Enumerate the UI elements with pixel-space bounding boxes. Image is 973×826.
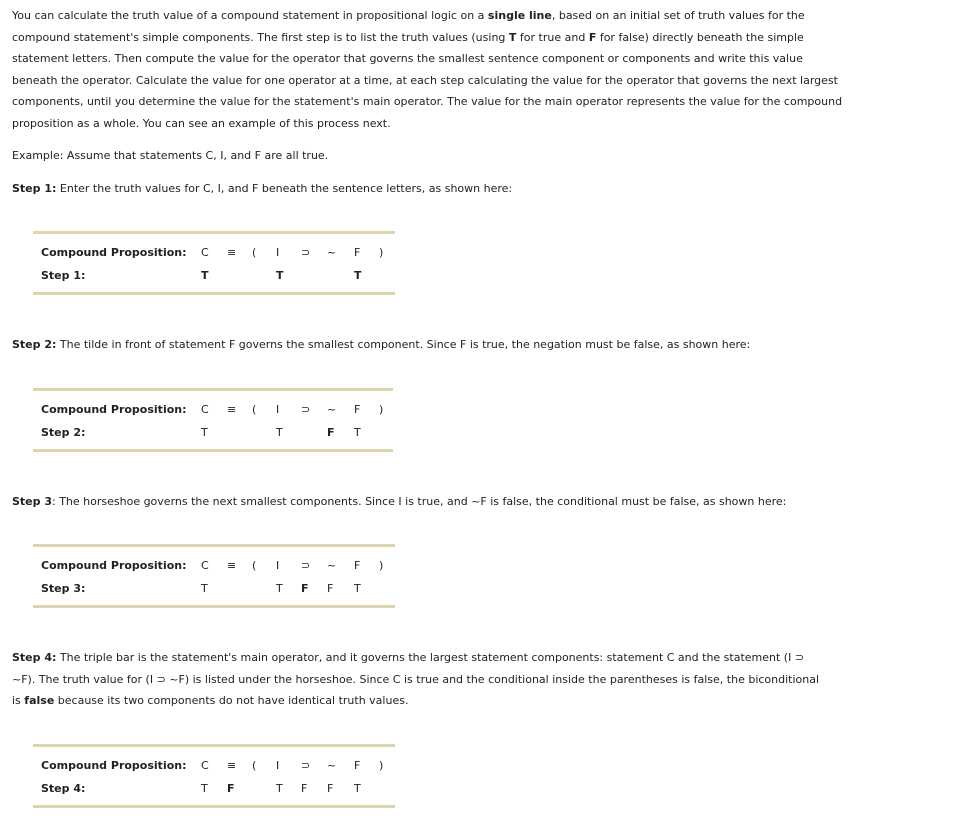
symbol-tilde: ~ [327,759,337,772]
symbol-i: I [276,759,280,772]
step-label: Step 2: [41,426,86,439]
symbol-horseshoe: ⊃ [301,759,311,772]
compound-proposition-label: Compound Proposition: [41,559,187,572]
symbol-f: F [354,759,361,772]
symbol-triple-bar: ≡ [227,759,237,772]
symbol-open-paren: ( [252,403,257,416]
step-2-text: The tilde in front of statement F governs the smallest component. Since F is true, the negation must be false, as shown here: [56,338,751,351]
symbol-close-paren: ) [379,403,384,416]
compound-proposition-label: Compound Proposition: [41,403,187,416]
symbol-c: C [201,559,209,572]
intro-paragraph [12,5,847,135]
symbol-horseshoe: ⊃ [301,559,311,572]
compound-proposition-label: Compound Proposition: [41,246,187,259]
step-3-table [33,544,395,608]
truth-value-tilde: F [327,426,335,439]
step-3-heading: Step 3 [12,495,52,508]
symbol-c: C [201,759,209,772]
symbol-horseshoe: ⊃ [301,246,311,259]
truth-value-f: T [354,426,361,439]
symbol-open-paren: ( [252,246,257,259]
truth-value-c: T [201,782,208,795]
step-2-paragraph [12,334,750,356]
truth-value-tilde: F [327,582,334,595]
step-1-heading: Step 1: [12,182,57,195]
symbol-tilde: ~ [327,559,337,572]
step-label: Step 4: [41,782,86,795]
truth-value-f: T [354,269,362,282]
step-4-paragraph [12,647,827,712]
intro-bold-t: T [508,30,517,44]
step-label: Step 1: [41,269,86,282]
truth-value-triple-bar: F [227,782,235,795]
truth-value-horseshoe: F [301,782,308,795]
symbol-f: F [354,559,361,572]
symbol-triple-bar: ≡ [227,403,237,416]
compound-proposition-label: Compound Proposition: [41,759,187,772]
step-1-paragraph [12,178,512,200]
symbol-c: C [201,246,209,259]
truth-value-f: T [354,782,361,795]
step-2-heading: Step 2: [12,338,57,351]
symbol-f: F [354,246,361,259]
intro-text-4: for false) directly beneath the simple statement letters. Then compute the value for the operator that governs the smallest sentence component or components and write this value beneath the operator. Calculate the value for one operator at a time, at each step calculating the value for the operator that governs the next largest components, until you determine the value for the statement's main operator. The value for the main operator represents the value for the compound proposition as a whole. You can see an example of this process next. [12,30,843,130]
symbol-open-paren: ( [252,759,257,772]
step-3-text: : The horseshoe governs the next smallest components. Since I is true, and ~F is false, the conditional must be false, as shown here: [52,495,787,508]
intro-text-1: You can calculate the truth value of a compound statement in propositional logic on a [12,9,488,22]
symbol-open-paren: ( [252,559,257,572]
symbol-close-paren: ) [379,559,384,572]
intro-text-3: for true and [516,30,589,44]
symbol-close-paren: ) [379,246,384,259]
symbol-i: I [276,559,280,572]
intro-bold-single-line: single line [487,9,552,22]
step-1-text: Enter the truth values for C, I, and F beneath the sentence letters, as shown here: [56,182,513,195]
symbol-i: I [276,246,280,259]
step-4-text-a: The triple bar is the statement's main operator, and it governs the largest statement components: statement C and the statement (I ⊃ ~F). The truth value for (I ⊃ ~F) is listed under the horseshoe. Since C is true and the conditional inside the parentheses is false, the biconditional is [12,651,820,708]
symbol-tilde: ~ [327,246,337,259]
symbol-horseshoe: ⊃ [301,403,311,416]
step-1-table [33,231,395,295]
symbol-triple-bar: ≡ [227,246,237,259]
step-label: Step 3: [41,582,86,595]
truth-value-c: T [201,269,209,282]
symbol-tilde: ~ [327,403,337,416]
step-4-table [33,744,395,808]
symbol-i: I [276,403,280,416]
step-4-bold-false: false [24,694,55,708]
truth-value-tilde: F [327,782,334,795]
truth-value-i: T [276,426,283,439]
truth-value-i: T [276,582,283,595]
intro-text-2: , based on an initial set of truth values for the compound statement's simple components. The first step is to list the truth values (using [12,9,805,44]
step-4-heading: Step 4: [12,651,57,664]
step-2-table [33,388,393,452]
intro-bold-f: F [588,30,597,44]
step-3-paragraph [12,491,786,513]
truth-value-c: T [201,426,208,439]
symbol-f: F [354,403,361,416]
example-text: Example: Assume that statements C, I, and F are all true. [12,149,329,162]
step-4-text-b: because its two components do not have identical truth values. [54,694,409,708]
truth-value-c: T [201,582,208,595]
symbol-c: C [201,403,209,416]
truth-value-f: T [354,582,361,595]
symbol-triple-bar: ≡ [227,559,237,572]
truth-value-i: T [276,782,283,795]
symbol-close-paren: ) [379,759,384,772]
truth-value-i: T [276,269,284,282]
truth-value-horseshoe: F [301,582,309,595]
